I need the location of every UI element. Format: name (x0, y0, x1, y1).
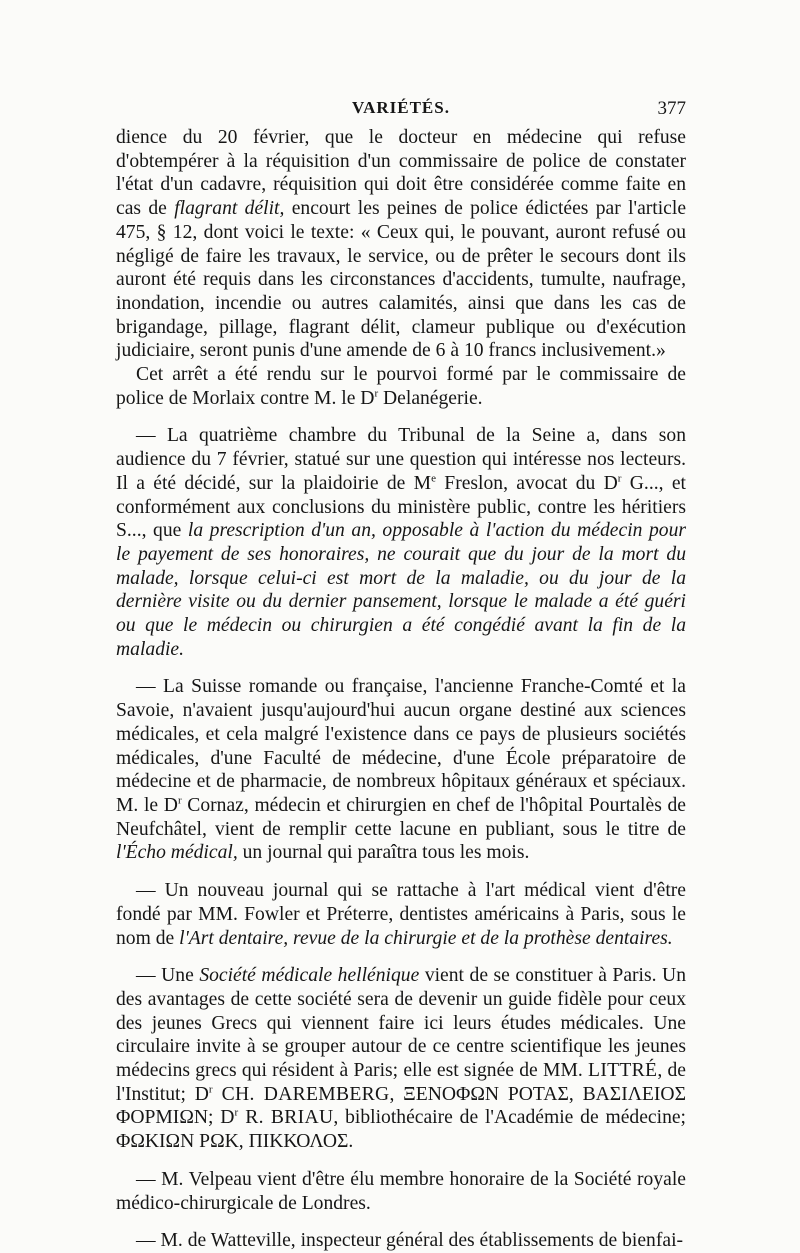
superscript: r (617, 472, 622, 485)
superscript: r (234, 1106, 239, 1119)
paragraph-text: , ΞΕΝΟΦΩΝ ΡΟΤΑΣ, ΒΑΣΙΛΕΙΟΣ ΦΟΡΜΙΩΝ; D (116, 1083, 686, 1129)
paragraph-text: encourt les peines de police édictées par l'article 475, § 12, dont voici le texte: « Ceux qui, le pouvant, auront refusé ou négligé de faire les travaux, le service, ou de prêter le secours dont ils auront été requis dans les circonstances d'accidents, tumulte, naufrage, inondation, incendie ou autres calamités, ainsi que dans les cas de brigandage, pillage, flagrant délit, clameur publique ou d'exécution judiciaire, seront punis d'une amende de 6 à 10 francs inclusivement.» (116, 198, 687, 362)
paragraph-text: , de l'Institut; D (116, 1060, 686, 1105)
paragraph-text: G..., et conformément aux conclusions du ministère public, contre les héritiers S..., que (116, 472, 686, 542)
body-text (116, 126, 686, 1253)
italic-term: flagrant délit, (174, 198, 285, 220)
page-number: 377 (657, 98, 686, 119)
paragraph-text: Delanégerie. (378, 387, 483, 409)
superscript: r (208, 1083, 213, 1096)
paragraph-text: Cornaz, médecin et chirurgien en chef de l'hôpital Pourtalès de Neufchâtel, vient de remplir cette lacune en publiant, sous le titre de (116, 794, 686, 840)
paragraph-societe-hellenique (116, 964, 686, 1154)
paragraph-suisse (116, 675, 686, 865)
italic-ruling: la prescription d'un an, opposable à l'action du médecin pour le payement de ses honoraires, ne courait que du jour de la mort du malade, lorsque celui-ci est mort de la maladie, ou du jour de la dernière visite ou du dernier pansement, lorsque le malade a été guéri ou que le médecin ou chirurgien a été congédié avant la fin de la maladie. (116, 520, 686, 660)
paragraph-text: — Une (136, 965, 200, 987)
superscript: e (431, 472, 436, 485)
paragraph-text: un journal qui paraîtra tous les mois. (237, 842, 530, 864)
paragraph-text: — La Suisse romande ou française, l'ancienne Franche-Comté et la Savoie, n'avaient jusqu'aujourd'hui aucun organe destiné aux sciences médicales, et cela malgré l'existence dans ce pays de plusieurs sociétés médicales, d'une Faculté de médecine, d'une École préparatoire de médecine et de pharmacie, de nombreux hôpitaux généraux et spéciaux. M. le D (116, 676, 686, 816)
paragraph-text: vient de se constituer à Paris. Un des avantages de cette société sera de devenir un guide fidèle pour ceux des jeunes Grecs qui viennent faire ici leurs études médicales. Une circulaire invite à se grouper autour de ce centre scientifique les jeunes médecins grecs qui résident à Paris; elle est signée de MM. (116, 965, 686, 1082)
paragraph-velpeau (116, 1168, 686, 1215)
name-littre: LITTRÉ (588, 1060, 658, 1082)
name-daremberg: CH. DAREMBERG (212, 1083, 390, 1105)
italic-society-name: Société médicale hellénique (199, 965, 420, 987)
superscript: r (177, 794, 182, 807)
section-title: VARIÉTÉS. (352, 98, 450, 117)
paragraph-text: Freslon, avocat du D (436, 472, 618, 494)
paragraph-text: — M. Velpeau vient d'être élu membre honoraire de la Société royale médico-chirurgicale de Londres. (116, 1168, 686, 1214)
paragraph-art-dentaire (116, 879, 686, 950)
paragraph-text: — Un nouveau journal qui se rattache à l'art médical vient d'être fondé par MM. Fowler et Préterre, dentistes américains à Paris, sous le nom de (116, 880, 686, 949)
paragraph-watteville (116, 1229, 686, 1253)
running-head (116, 98, 686, 124)
paragraph-text: dience du 20 février, que le docteur en médecine qui refuse d'obtempérer à la réquisition d'un commissaire de police de constater l'état d'un cadavre, réquisition qui doit être considérée comme faite en cas de (116, 127, 686, 220)
superscript: r (374, 387, 379, 400)
paragraph-text: — La quatrième chambre du Tribunal de la Seine a, dans son audience du 7 février, statué sur une question qui intéresse nos lecteurs. Il a été décidé, sur la plaidoirie de M (116, 425, 686, 494)
italic-journal-title: l'Art dentaire, revue de la chirurgie et de la prothèse dentaires. (179, 927, 673, 949)
italic-journal-title: l'Écho médical, (116, 842, 238, 864)
name-briau: R. BRIAU (238, 1107, 334, 1129)
paragraph-tribunal (116, 424, 686, 661)
paragraph-text: — M. de Watteville, inspecteur général des établissements de bienfai- (136, 1230, 684, 1252)
paragraph-text: Cet arrêt a été rendu sur le pourvoi formé par le commissaire de police de Morlaix contre M. le D (116, 364, 686, 409)
paragraph-arret (116, 363, 686, 410)
paragraph-decision-continued (116, 126, 686, 363)
paragraph-text: , bibliothécaire de l'Académie de médecine; ΦΩΚΙΩΝ ΡΩΚ, ΠΙΚΚΟΛΟΣ. (116, 1107, 687, 1153)
